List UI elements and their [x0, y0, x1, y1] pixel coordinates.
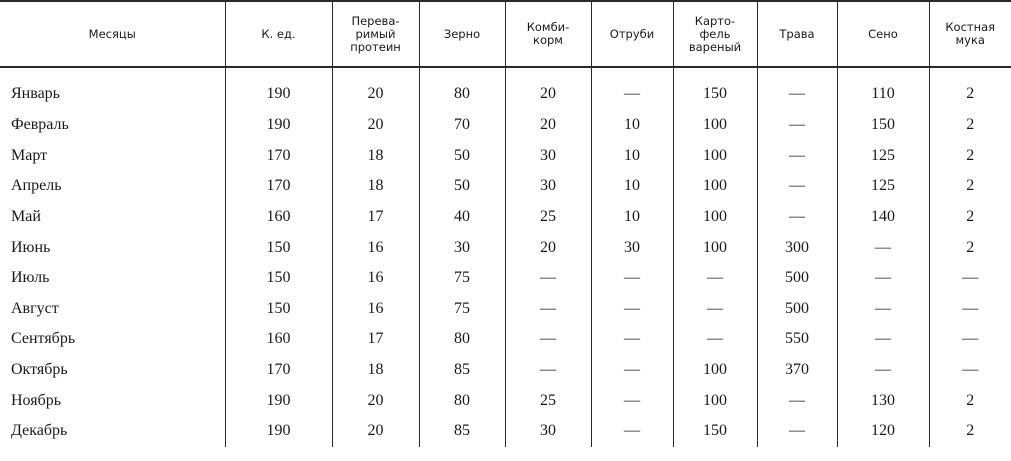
cell-boiled-potato: 100	[673, 232, 757, 263]
cell-grain: 40	[419, 202, 505, 233]
cell-digestible-protein: 18	[332, 171, 419, 202]
cell-bran: —	[591, 355, 673, 386]
cell-feed-units: 190	[225, 385, 332, 416]
cell-digestible-protein: 18	[332, 141, 419, 172]
cell-feed-units: 160	[225, 324, 332, 355]
cell-bran: —	[591, 67, 673, 110]
cell-bone-meal: —	[962, 299, 979, 317]
cell-digestible-protein: 16	[332, 263, 419, 294]
table-row	[0, 110, 1011, 141]
cell-bran: —	[591, 263, 673, 294]
cell-digestible-protein: 17	[332, 324, 419, 355]
cell-grain: 75	[419, 263, 505, 294]
cell-grain: 30	[419, 232, 505, 263]
cell-digestible-protein: 20	[332, 385, 419, 416]
cell-bran: 10	[591, 110, 673, 141]
cell-hay: 125	[837, 171, 929, 202]
cell-grain: 70	[419, 110, 505, 141]
cell-grain: 85	[419, 416, 505, 447]
cell-hay: 130	[837, 385, 929, 416]
cell-boiled-potato: 100	[673, 110, 757, 141]
cell-digestible-protein: 20	[332, 110, 419, 141]
table-row	[0, 263, 1011, 294]
cell-boiled-potato: 100	[673, 385, 757, 416]
header-bran: Отруби	[591, 1, 673, 67]
cell-feed-units: 190	[225, 416, 332, 447]
cell-bone-meal: 2	[966, 146, 975, 164]
cell-month: Май	[0, 202, 225, 233]
cell-compound-feed: —	[505, 263, 591, 294]
cell-compound-feed: 25	[505, 202, 591, 233]
cell-bran: 30	[591, 232, 673, 263]
cell-hay: —	[837, 294, 929, 325]
table-row	[0, 416, 1011, 447]
cell-month: Июнь	[0, 232, 225, 263]
cell-hay: 150	[837, 110, 929, 141]
cell-feed-units: 170	[225, 141, 332, 172]
header-months: Месяцы	[0, 1, 225, 67]
cell-month: Июль	[0, 263, 225, 294]
cell-grass: —	[757, 171, 837, 202]
cell-bran: 10	[591, 171, 673, 202]
cell-compound-feed: 20	[505, 232, 591, 263]
header-grain: Зерно	[419, 1, 505, 67]
cell-compound-feed: —	[505, 294, 591, 325]
table-row	[0, 67, 1011, 110]
cell-bran: —	[591, 385, 673, 416]
cell-boiled-potato: —	[673, 263, 757, 294]
cell-compound-feed: —	[505, 324, 591, 355]
table-header	[0, 1, 1011, 67]
cell-compound-feed: 30	[505, 416, 591, 447]
cell-digestible-protein: 16	[332, 232, 419, 263]
cell-bran: —	[591, 324, 673, 355]
cell-grass: —	[757, 202, 837, 233]
table-row	[0, 141, 1011, 172]
cell-bone-meal: 2	[966, 422, 975, 440]
cell-bone-meal: 2	[966, 238, 975, 256]
cell-month: Октябрь	[0, 355, 225, 386]
cell-month: Декабрь	[0, 416, 225, 447]
table-row	[0, 385, 1011, 416]
cell-bone-meal: 2	[966, 116, 975, 134]
header-feed-units: К. ед.	[225, 1, 332, 67]
cell-hay: 120	[837, 416, 929, 447]
header-row	[0, 1, 1011, 67]
table-row	[0, 202, 1011, 233]
cell-compound-feed: 25	[505, 385, 591, 416]
cell-bone-meal: 2	[966, 177, 975, 195]
cell-bone-meal: 2	[966, 391, 975, 409]
cell-month: Январь	[0, 67, 225, 110]
cell-digestible-protein: 16	[332, 294, 419, 325]
table-row	[0, 232, 1011, 263]
cell-feed-units: 190	[225, 110, 332, 141]
cell-boiled-potato: 150	[673, 67, 757, 110]
table-row	[0, 355, 1011, 386]
cell-month: Апрель	[0, 171, 225, 202]
cell-bone-meal: 2	[966, 85, 975, 102]
cell-grass: —	[757, 416, 837, 447]
cell-grain: 80	[419, 324, 505, 355]
cell-feed-units: 190	[225, 67, 332, 110]
cell-feed-units: 150	[225, 294, 332, 325]
cell-grass: 500	[757, 263, 837, 294]
cell-feed-units: 150	[225, 232, 332, 263]
cell-month: Февраль	[0, 110, 225, 141]
cell-month: Август	[0, 294, 225, 325]
header-bone-meal: Костная мука	[929, 1, 1011, 67]
cell-grain: 80	[419, 385, 505, 416]
cell-grass: 300	[757, 232, 837, 263]
header-compound-feed: Комби- корм	[505, 1, 591, 67]
header-digestible-protein: Перева- римый протеин	[332, 1, 419, 67]
cell-hay: —	[837, 263, 929, 294]
cell-grass: 550	[757, 324, 837, 355]
cell-boiled-potato: 100	[673, 202, 757, 233]
header-hay: Сено	[837, 1, 929, 67]
cell-feed-units: 150	[225, 263, 332, 294]
header-boiled-potato: Карто- фель вареный	[673, 1, 757, 67]
cell-compound-feed: 20	[505, 110, 591, 141]
cell-grass: —	[757, 385, 837, 416]
cell-bran: —	[591, 416, 673, 447]
cell-feed-units: 170	[225, 355, 332, 386]
cell-grain: 50	[419, 171, 505, 202]
cell-bone-meal: —	[962, 269, 979, 287]
cell-hay: —	[837, 355, 929, 386]
table-row	[0, 324, 1011, 355]
cell-bran: —	[591, 294, 673, 325]
cell-compound-feed: 30	[505, 141, 591, 172]
cell-boiled-potato: —	[673, 324, 757, 355]
cell-boiled-potato: 100	[673, 141, 757, 172]
cell-digestible-protein: 20	[332, 416, 419, 447]
cell-hay: —	[837, 232, 929, 263]
cell-grass: —	[757, 110, 837, 141]
cell-month: Ноябрь	[0, 385, 225, 416]
cell-boiled-potato: 100	[673, 171, 757, 202]
cell-digestible-protein: 17	[332, 202, 419, 233]
cell-grain: 80	[419, 67, 505, 110]
cell-hay: —	[837, 324, 929, 355]
cell-bone-meal: —	[962, 361, 979, 379]
cell-compound-feed: —	[505, 355, 591, 386]
cell-digestible-protein: 20	[332, 67, 419, 110]
cell-grain: 75	[419, 294, 505, 325]
cell-compound-feed: 30	[505, 171, 591, 202]
cell-hay: 110	[837, 67, 929, 110]
cell-hay: 140	[837, 202, 929, 233]
cell-grass: —	[757, 67, 837, 110]
cell-grass: —	[757, 141, 837, 172]
table-body	[0, 67, 1011, 447]
cell-hay: 125	[837, 141, 929, 172]
cell-bone-meal: —	[962, 330, 979, 348]
cell-grass: 500	[757, 294, 837, 325]
cell-bran: 10	[591, 141, 673, 172]
table-row	[0, 294, 1011, 325]
cell-grain: 85	[419, 355, 505, 386]
cell-bran: 10	[591, 202, 673, 233]
cell-boiled-potato: 100	[673, 355, 757, 386]
cell-grass: 370	[757, 355, 837, 386]
cell-boiled-potato: —	[673, 294, 757, 325]
table-row	[0, 171, 1011, 202]
cell-month: Март	[0, 141, 225, 172]
cell-feed-units: 160	[225, 202, 332, 233]
cell-bone-meal: 2	[966, 208, 975, 226]
cell-feed-units: 170	[225, 171, 332, 202]
cell-boiled-potato: 150	[673, 416, 757, 447]
cell-digestible-protein: 18	[332, 355, 419, 386]
cell-grain: 50	[419, 141, 505, 172]
cell-compound-feed: 20	[505, 67, 591, 110]
header-grass: Трава	[757, 1, 837, 67]
cell-month: Сентябрь	[0, 324, 225, 355]
